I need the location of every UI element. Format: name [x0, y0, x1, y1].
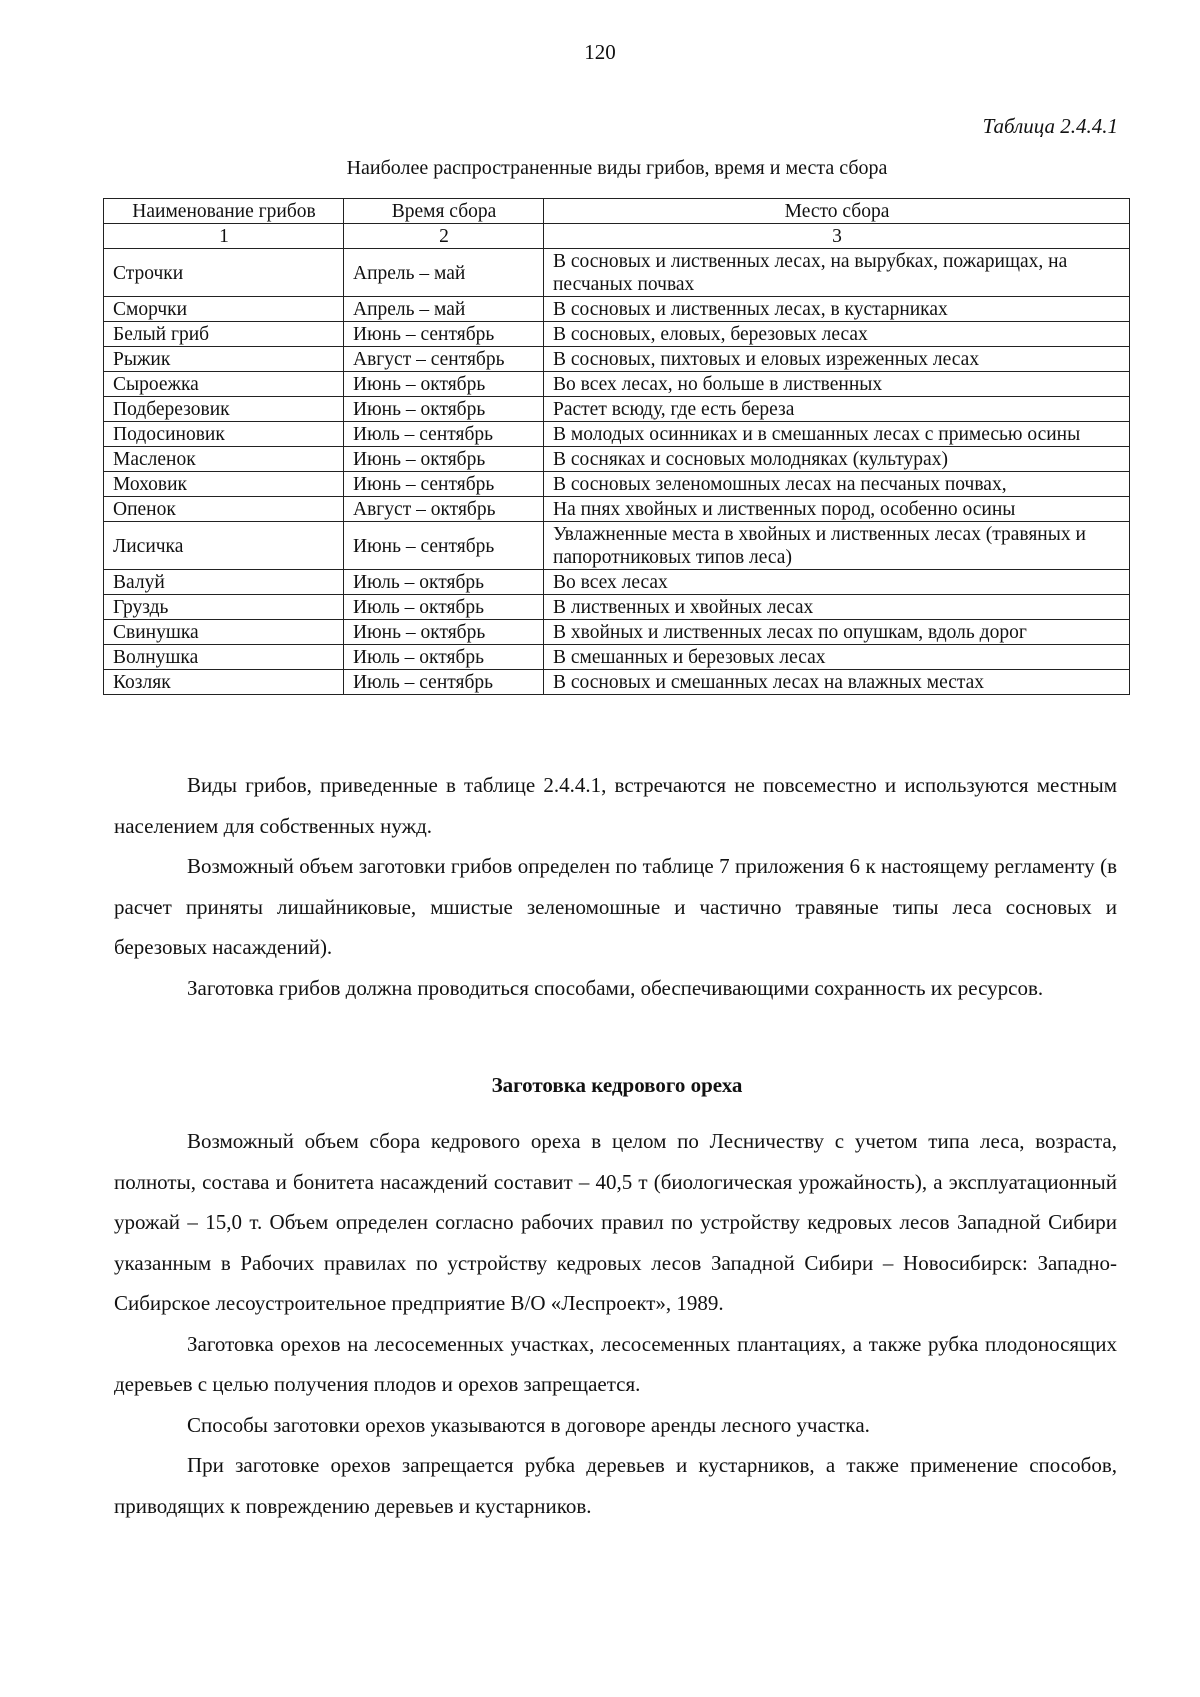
- collection-place-cell: Во всех лесах: [544, 570, 1130, 595]
- column-number-row: [104, 224, 1130, 249]
- mushroom-name-cell: Подосиновик: [104, 422, 344, 447]
- collection-place-cell: В молодых осинниках и в смешанных лесах с примесью осины: [544, 422, 1130, 447]
- table-row: [104, 249, 1130, 297]
- table-row: [104, 297, 1130, 322]
- column-number-cell: 1: [104, 224, 344, 249]
- column-number-cell: 3: [544, 224, 1130, 249]
- mushroom-name-cell: Рыжик: [104, 347, 344, 372]
- body-paragraph: Способы заготовки орехов указываются в договоре аренды лесного участка.: [187, 1412, 870, 1437]
- collection-time-cell: Июнь – октябрь: [344, 447, 544, 472]
- collection-place-cell: В смешанных и березовых лесах: [544, 645, 1130, 670]
- mushroom-name-cell: Подберезовик: [104, 397, 344, 422]
- mushroom-name-cell: Белый гриб: [104, 322, 344, 347]
- table-row: [104, 670, 1130, 695]
- collection-time-cell: Август – сентябрь: [344, 347, 544, 372]
- table-row: [104, 595, 1130, 620]
- table-header-row: [104, 199, 1130, 224]
- collection-place-cell: В лиственных и хвойных лесах: [544, 595, 1130, 620]
- column-number-cell: 2: [344, 224, 544, 249]
- table-row: [104, 347, 1130, 372]
- mushroom-text-block: [114, 765, 1117, 1008]
- table-row: [104, 570, 1130, 595]
- collection-place-cell: На пнях хвойных и лиственных пород, особенно осины: [544, 497, 1130, 522]
- table-row: [104, 422, 1130, 447]
- collection-time-cell: Июнь – сентябрь: [344, 472, 544, 497]
- page-number: 120: [584, 40, 616, 64]
- collection-time-cell: Июль – октябрь: [344, 645, 544, 670]
- body-paragraph: Виды грибов, приведенные в таблице 2.4.4.1, встречаются не повсеместно и используются местным населением для собственных нужд.: [114, 773, 1117, 838]
- mushroom-name-cell: Строчки: [104, 249, 344, 297]
- collection-time-cell: Июль – октябрь: [344, 570, 544, 595]
- mushroom-name-cell: Свинушка: [104, 620, 344, 645]
- body-paragraph: Заготовка грибов должна проводиться способами, обеспечивающими сохранность их ресурсов.: [187, 975, 1044, 1000]
- collection-time-cell: Апрель – май: [344, 249, 544, 297]
- collection-time-cell: Июль – октябрь: [344, 595, 544, 620]
- mushroom-name-cell: Козляк: [104, 670, 344, 695]
- table-row: [104, 372, 1130, 397]
- body-paragraph: При заготовке орехов запрещается рубка деревьев и кустарников, а также применение способов, приводящих к повреждению деревьев и кустарников.: [114, 1453, 1117, 1518]
- collection-place-cell: В сосновых и смешанных лесах на влажных местах: [544, 670, 1130, 695]
- cedar-nut-text-block: [114, 1121, 1117, 1526]
- mushroom-name-cell: Сморчки: [104, 297, 344, 322]
- body-paragraph: Возможный объем сбора кедрового ореха в целом по Лесничеству с учетом типа леса, возраста, полноты, состава и бонитета насаждений составит – 40,5 т (биологическая урожайность), а эксплуатационный урожай – 15,0 т. Объем определен согласно рабочих правил по устройству кедровых лесов Западной Сибири указанным в Рабочих правилах по устройству кедровых лесов Западной Сибири – Новосибирск: Западно-Сибирское лесоустроительное предприятие В/О «Леспроект», 1989.: [114, 1129, 1117, 1315]
- header-cell: Время сбора: [344, 199, 544, 224]
- collection-time-cell: Июнь – октябрь: [344, 620, 544, 645]
- collection-time-cell: Апрель – май: [344, 297, 544, 322]
- table-row: [104, 645, 1130, 670]
- table-row: [104, 497, 1130, 522]
- table-row: [104, 447, 1130, 472]
- table-row: [104, 620, 1130, 645]
- collection-place-cell: В сосновых, пихтовых и еловых изреженных лесах: [544, 347, 1130, 372]
- section-heading: Заготовка кедрового ореха: [491, 1073, 743, 1097]
- mushroom-name-cell: Сыроежка: [104, 372, 344, 397]
- table-caption: Таблица 2.4.4.1: [982, 114, 1118, 138]
- collection-place-cell: Во всех лесах, но больше в лиственных: [544, 372, 1130, 397]
- collection-time-cell: Июль – сентябрь: [344, 670, 544, 695]
- collection-place-cell: Увлажненные места в хвойных и лиственных лесах (травяных и папоротниковых типов леса): [544, 522, 1130, 570]
- collection-place-cell: Растет всюду, где есть береза: [544, 397, 1130, 422]
- mushroom-name-cell: Груздь: [104, 595, 344, 620]
- table-title: Наиболее распространенные виды грибов, время и места сбора: [346, 157, 888, 179]
- header-cell: Место сбора: [544, 199, 1130, 224]
- collection-time-cell: Июнь – сентябрь: [344, 322, 544, 347]
- table-row: [104, 522, 1130, 570]
- collection-place-cell: В сосновых и лиственных лесах, на вырубках, пожарищах, на песчаных почвах: [544, 249, 1130, 297]
- collection-time-cell: Июнь – октябрь: [344, 372, 544, 397]
- collection-time-cell: Июнь – октябрь: [344, 397, 544, 422]
- collection-time-cell: Июль – сентябрь: [344, 422, 544, 447]
- collection-place-cell: В хвойных и лиственных лесах по опушкам, вдоль дорог: [544, 620, 1130, 645]
- body-paragraph: Заготовка орехов на лесосеменных участках, лесосеменных плантациях, а также рубка плодоносящих деревьев с целью получения плодов и орехов запрещается.: [114, 1331, 1117, 1396]
- mushroom-name-cell: Лисичка: [104, 522, 344, 570]
- mushrooms-table: [103, 198, 1130, 695]
- header-cell: Наименование грибов: [104, 199, 344, 224]
- collection-time-cell: Июнь – сентябрь: [344, 522, 544, 570]
- collection-place-cell: В сосновых зеленомошных лесах на песчаных почвах,: [544, 472, 1130, 497]
- mushroom-name-cell: Волнушка: [104, 645, 344, 670]
- table-row: [104, 322, 1130, 347]
- table-row: [104, 472, 1130, 497]
- collection-time-cell: Август – октябрь: [344, 497, 544, 522]
- collection-place-cell: В сосняках и сосновых молодняках (культурах): [544, 447, 1130, 472]
- mushroom-name-cell: Валуй: [104, 570, 344, 595]
- mushroom-name-cell: Моховик: [104, 472, 344, 497]
- collection-place-cell: В сосновых и лиственных лесах, в кустарниках: [544, 297, 1130, 322]
- mushroom-name-cell: Опенок: [104, 497, 344, 522]
- collection-place-cell: В сосновых, еловых, березовых лесах: [544, 322, 1130, 347]
- body-paragraph: Возможный объем заготовки грибов определен по таблице 7 приложения 6 к настоящему регламенту (в расчет приняты лишайниковые, мшистые зеленомошные и частично травяные типы леса сосновых и березовых насаждений).: [114, 854, 1117, 959]
- mushroom-name-cell: Масленок: [104, 447, 344, 472]
- table-row: [104, 397, 1130, 422]
